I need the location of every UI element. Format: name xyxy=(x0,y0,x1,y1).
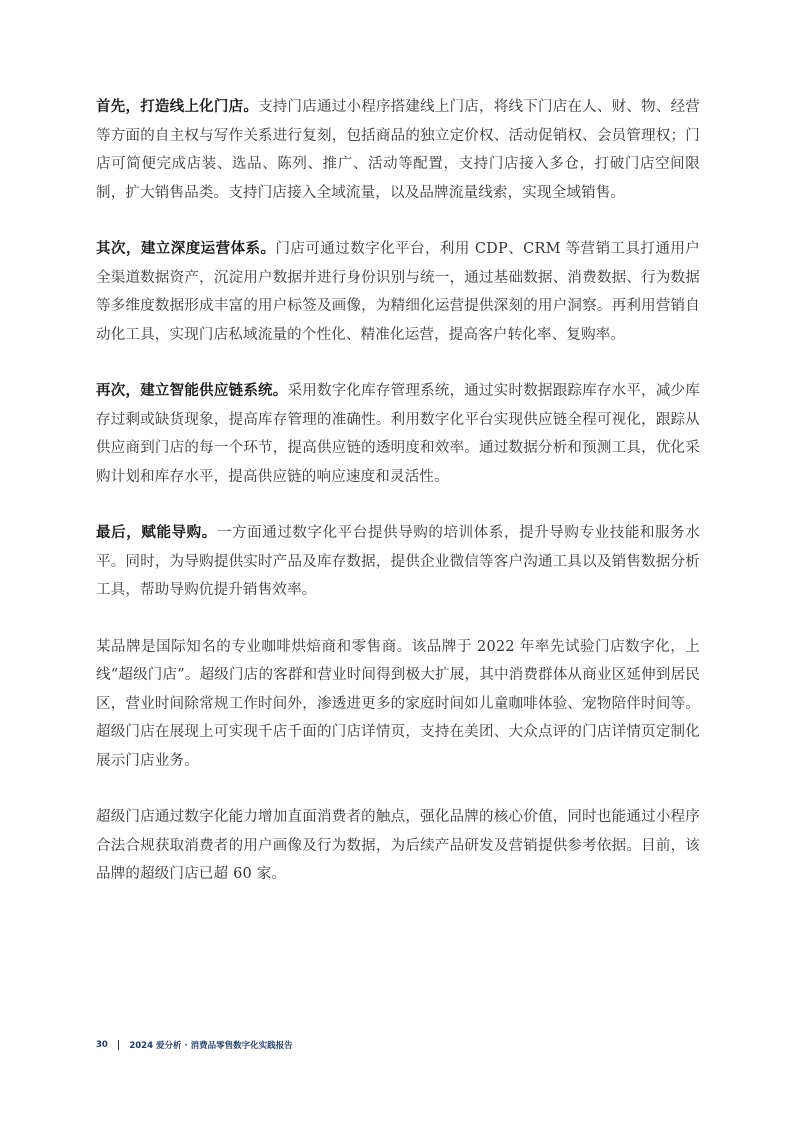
paragraph-text: 支持门店通过小程序搭建线上门店，将线下门店在人、财、物、经营等方面的自主权与写作关系进行复刻，包括商品的独立定价权、活动促销权、会员管理权；门店可简便完成店装、选品、陈列、推广、活动等配置，支持门店接入多仓，打破门店空间限制，扩大销售品类。支持门店接入全域流量，以及品牌流量线索，实现全域销售。 xyxy=(96,99,701,201)
paragraph-lead: 再次，建立智能供应链系统。 xyxy=(96,383,288,399)
page-number: 30 xyxy=(96,1040,108,1050)
paragraph-lead: 首先，打造线上化门店。 xyxy=(96,99,259,115)
paragraph-supply-chain xyxy=(96,377,700,491)
paragraph-text: 采用数字化库存管理系统，通过实时数据跟踪库存水平，减少库存过剩或缺货现象，提高库存管理的准确性。利用数字化平台实现供应链全程可视化，跟踪从供应商到门店的每一个环节，提高供应链的透明度和效率。通过数据分析和预测工具，优化采购计划和库存水平，提高供应链的响应速度和灵活性。 xyxy=(96,383,700,485)
paragraph-case-result xyxy=(96,803,700,889)
paragraph-lead: 其次，建立深度运营体系。 xyxy=(96,241,276,257)
footer-divider xyxy=(118,1040,120,1050)
paragraph-operations xyxy=(96,235,700,349)
paragraph-storefront xyxy=(96,93,700,207)
document-body xyxy=(96,93,700,889)
paragraph-case-intro xyxy=(96,633,700,776)
paragraph-text: 某品牌是国际知名的专业咖啡烘焙商和零售商。该品牌于 2022 年率先试验门店数字化，上线“超级门店”。超级门店的客群和营业时间得到极大扩展，其中消费群体从商业区延伸到居民区，营业时间除常规工作时间外，渗透进更多的家庭时间如儿童咖啡体验、宠物陪伴时间等。超级门店在展现上可实现千店千面的门店详情页，支持在美团、大众点评的门店详情页定制化展示门店业务。 xyxy=(96,638,700,769)
page-footer xyxy=(96,1039,293,1051)
paragraph-shopping-guide xyxy=(96,519,700,605)
paragraph-lead: 最后，赋能导购。 xyxy=(96,525,217,541)
paragraph-text: 门店可通过数字化平台，利用 CDP、CRM 等营销工具打通用户全渠道数据资产，沉淀用户数据并进行身份识别与统一，通过基础数据、消费数据、行为数据等多维度数据形成丰富的用户标签及画像，为精细化运营提供深刻的用户洞察。再利用营销自动化工具，实现门店私域流量的个性化、精准化运营，提高客户转化率、复购率。 xyxy=(96,241,700,343)
paragraph-text: 超级门店通过数字化能力增加直面消费者的触点，强化品牌的核心价值，同时也能通过小程序合法合规获取消费者的用户画像及行为数据，为后续产品研发及营销提供参考依据。目前，该品牌的超级门店已超 60 家。 xyxy=(96,809,700,882)
paragraph-text: 一方面通过数字化平台提供导购的培训体系，提升导购专业技能和服务水平。同时，为导购提供实时产品及库存数据，提供企业微信等客户沟通工具以及销售数据分析工具，帮助导购伉提升销售效率。 xyxy=(96,525,700,598)
report-title: 2024 爱分析 · 消费品零售数字化实践报告 xyxy=(129,1041,293,1051)
